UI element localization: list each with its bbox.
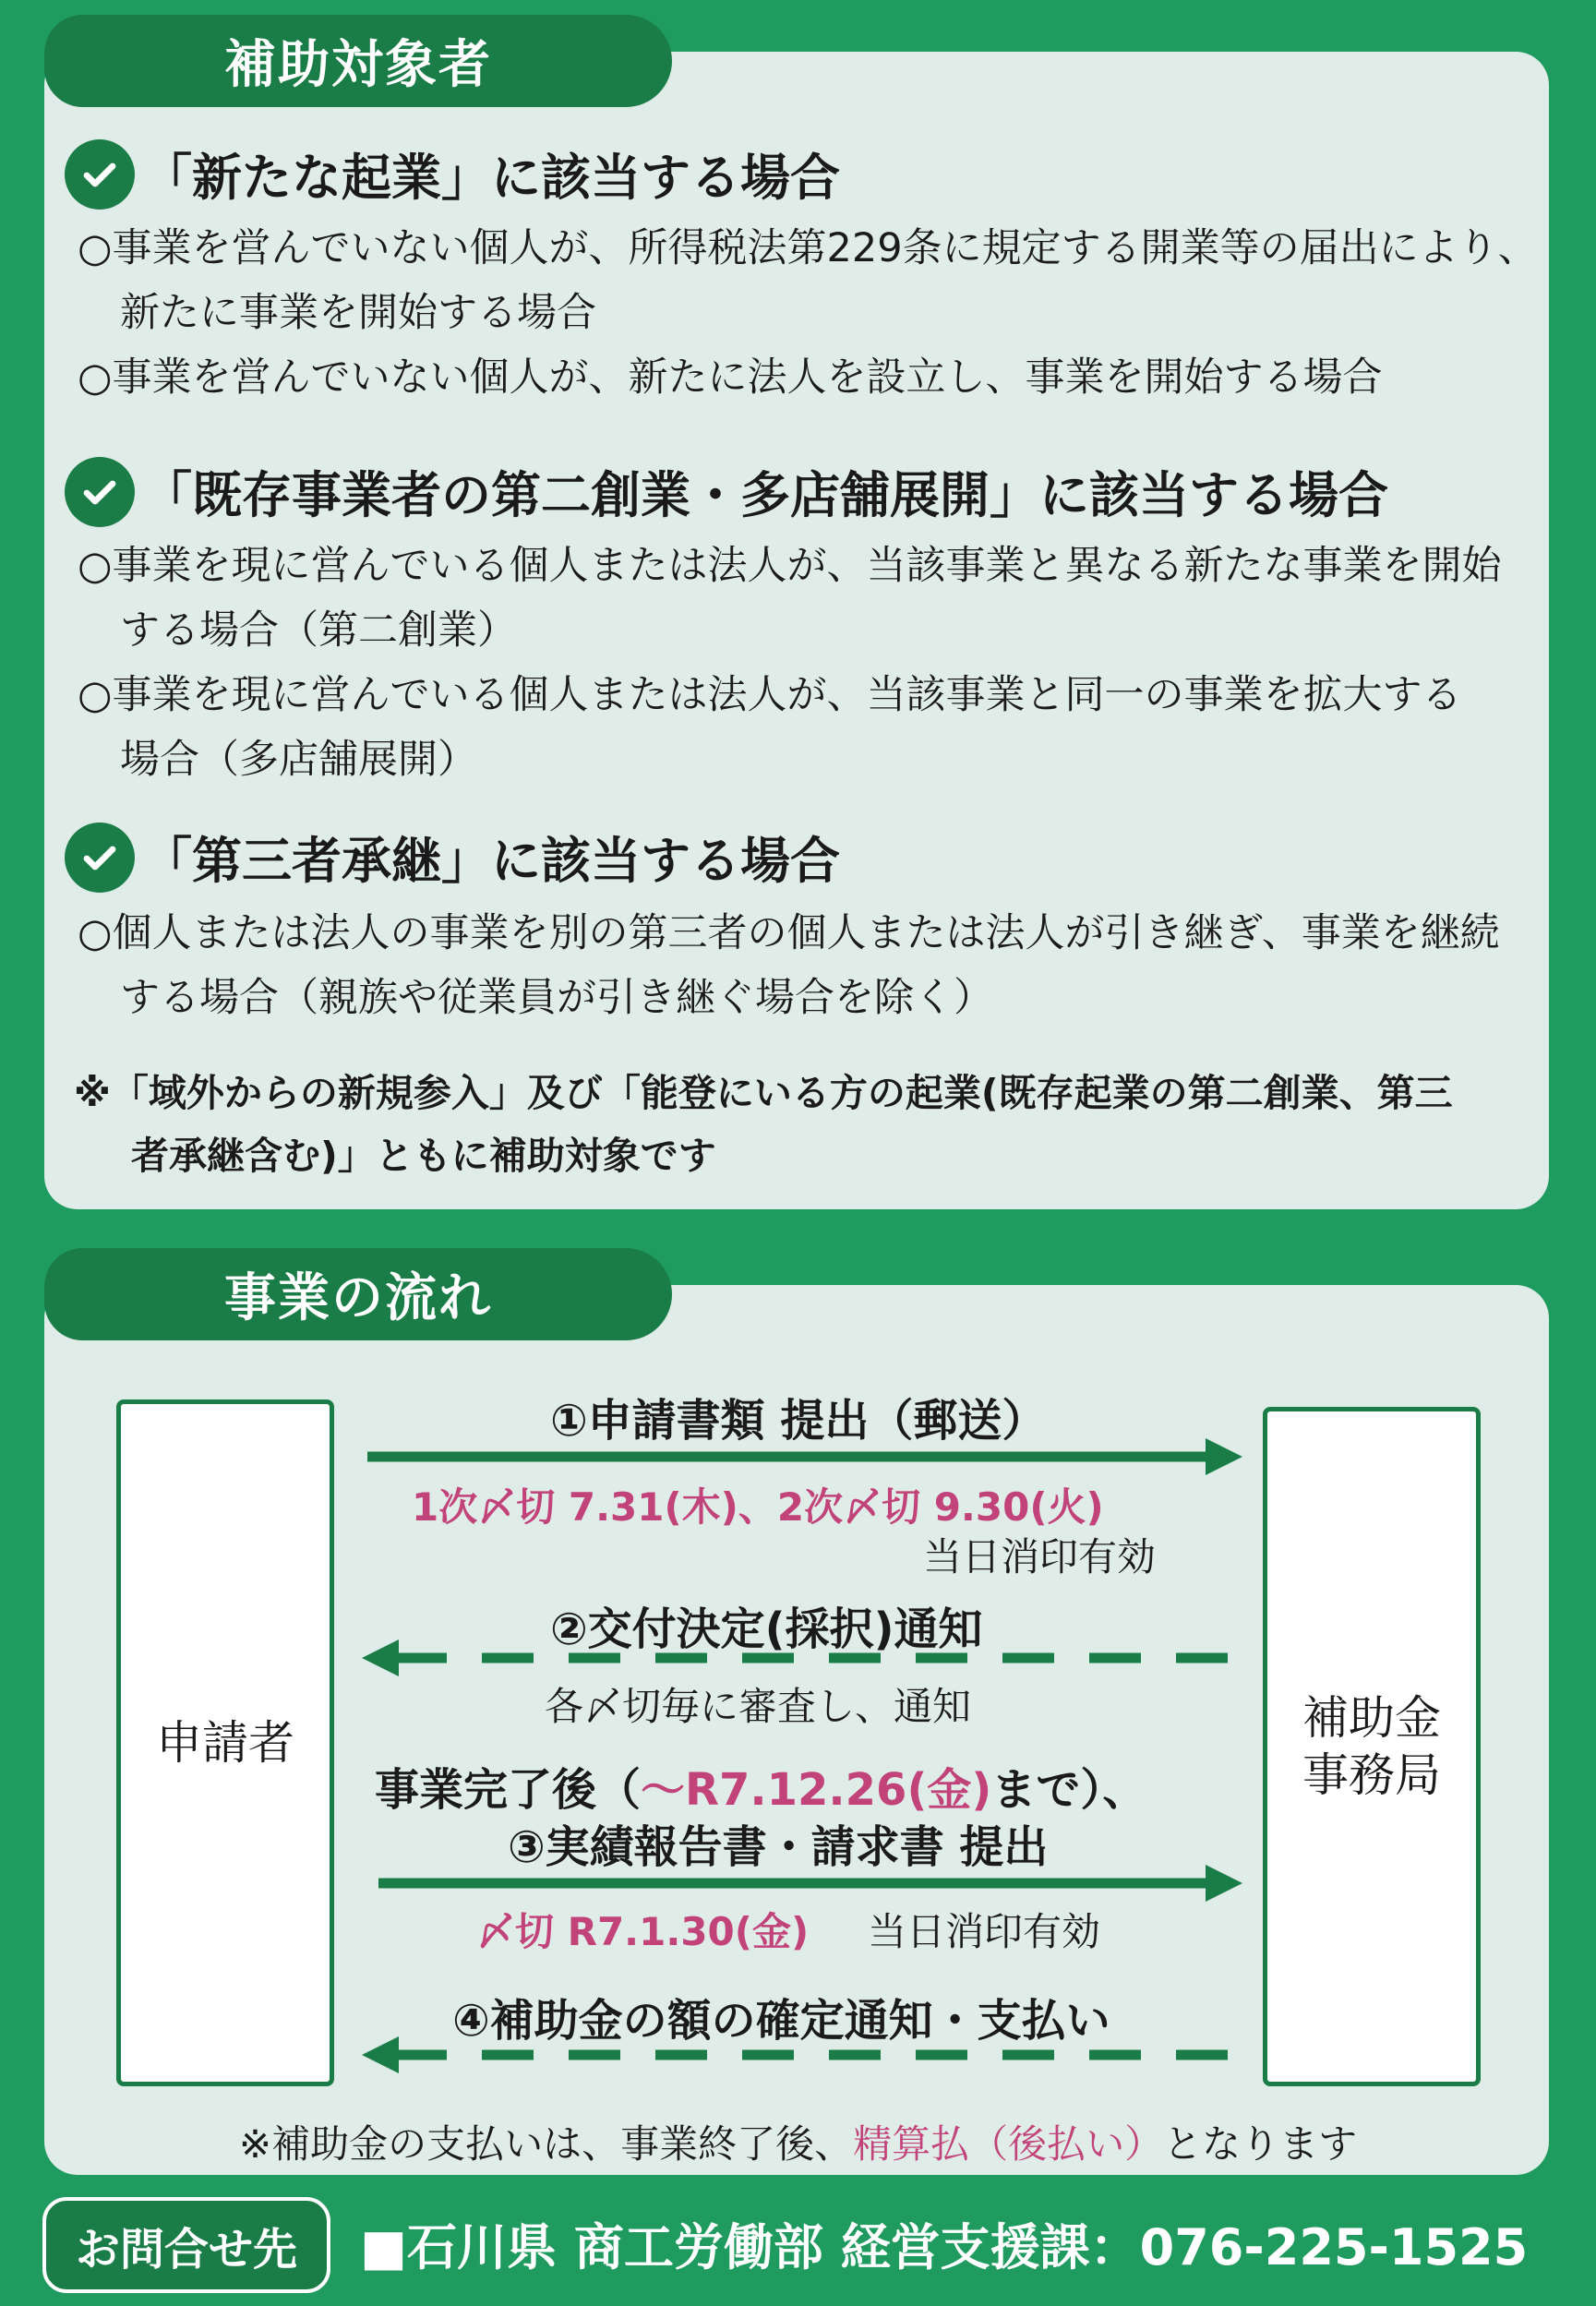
office-label-line1: 補助金 — [1302, 1691, 1441, 1745]
step3-deadline: 〆切 R7.1.30(金) — [476, 1909, 810, 1954]
body-line: 新たに事業を開始する場合 — [120, 290, 596, 336]
body-line: する場合（第二創業） — [120, 607, 517, 654]
eligibility-title: 補助対象者 — [44, 15, 672, 107]
step1-deadline: 1次〆切 7.31(木)、2次〆切 9.30(火) — [412, 1484, 1104, 1530]
step1-stamp: 当日消印有効 — [923, 1534, 1157, 1579]
office-label-line2: 事務局 — [1302, 1748, 1441, 1802]
eligibility-note: ※「域外からの新規参入」及び「能登にいる方の起業(既存起業の第二創業、第三 — [74, 1071, 1453, 1115]
body-line: ○事業を現に営んでいる個人または法人が、当該事業と異なる新たな事業を開始 — [78, 543, 1502, 589]
contact-info: ■石川県 商工労働部 経営支援課：076-225-1525 — [360, 2218, 1529, 2276]
body-line: ○個人または法人の事業を別の第三者の個人または法人が引き継ぎ、事業を継続 — [78, 910, 1500, 956]
payment-footnote: ※補助金の支払いは、事業終了後、精算払（後払い）となります — [238, 2121, 1358, 2167]
applicant-label: 申請者 — [156, 1716, 294, 1770]
flow-title: 事業の流れ — [44, 1248, 672, 1340]
body-line: ○事業を現に営んでいる個人または法人が、当該事業と同一の事業を拡大する — [78, 672, 1462, 718]
step1-arrow — [367, 1438, 1242, 1475]
heading-succession: 「第三者承継」に該当する場合 — [65, 822, 840, 893]
body-line: 場合（多店舗展開） — [120, 737, 477, 783]
body-line: ○事業を営んでいない個人が、新たに法人を設立し、事業を開始する場合 — [78, 354, 1383, 401]
step2-sub: 各〆切毎に審査し、通知 — [545, 1684, 972, 1729]
body-line: する場合（親族や従業員が引き継ぐ場合を除く） — [120, 975, 993, 1021]
step4-label: ④補助金の額の確定通知・支払い — [452, 1995, 1110, 2047]
heading-second-founding: 「既存事業者の第二創業・多店舗展開」に該当する場合 — [65, 456, 1388, 527]
step3-label-line1: 事業完了後（～R7.12.26(金)まで）、 — [375, 1764, 1147, 1816]
body-line: ○事業を営んでいない個人が、所得税法第229条に規定する開業等の届出により、 — [78, 225, 1538, 271]
heading-new-startup: 「新たな起業」に該当する場合 — [65, 138, 840, 210]
step3-label-line2: ③実績報告書・請求書 提出 — [508, 1821, 1049, 1873]
step1-label: ①申請書類 提出（郵送） — [550, 1395, 1047, 1447]
step2-label: ②交付決定(採択)通知 — [550, 1603, 983, 1655]
eligibility-note: 者承継含む)」ともに補助対象です — [131, 1134, 716, 1178]
contact-badge: お問合せ先 — [42, 2197, 330, 2293]
step3-stamp: 当日消印有効 — [868, 1909, 1101, 1954]
